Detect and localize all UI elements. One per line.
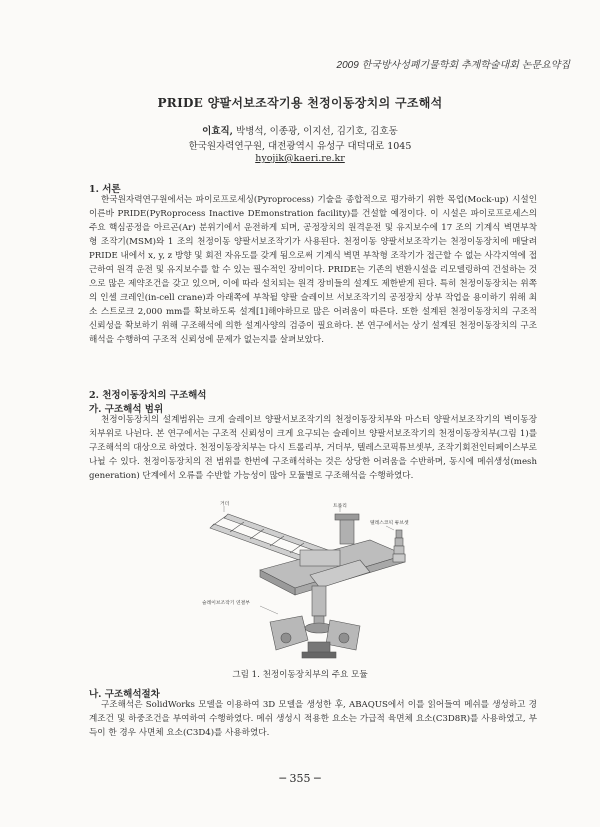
label-interface: 슬레이브조작기 연결부 (202, 601, 250, 606)
intro-paragraph: 한국원자력연구원에서는 파이로프로세싱(Pyroprocess) 기술을 종합적으로 평가하기 위한 목업(Mock-up) 시설인 이른바 PRIDE(PyRoprocess Inactive DEmonstration facility)를 건설할 예정이다. 이 시설은 파이로프로세스의 주요 핵심공정을 아르곤(Ar) 분위기에서 운전하게 되며, 공정장치의 원격운전 및 유지보수에 17 조의 기계식 벽면부착형 조작기(MSM)와 1 조의 천정이동 양팔서보조작기가 사용된다. 천정이동 양팔서보조작기는 천정이동장치에 매달려 PRIDE 내에서 x, y, z 방향 및 회전 자유도를 갖게 됨으로써 기계식 벽면 부착형 조작기가 접근할 수 없는 사각지역에 접근하여 원격 운전 및 유지보수를 할 수 있는 필수적인 장비이다. PRIDE는 기존의 변환시설을 리모델링하여 건설하는 것으로 많은 제약조건을 갖고 있으며, 이에 따라 설치되는 원격 장비들의 설계도 제한받게 된다. 특히 천정이동장치는 위쪽의 인셀 크레인(in-cell crane)과 아래쪽에 부착될 양팔 슬레이브 서보조작기의 공정장치 상부 작업을 용이하기 위해 최소 스트로크 2,000 mm를 확보하도록 설계[1]해야하므로 많은 어려움이 따른다. 또한 설계된 천정이동장치의 구조적 신뢰성을 확보하기 위해 구조해석에 의한 설계사양의 검증이 필요하다. 본 연구에서는 상기 설계된 천정이동장치의 구조해석을 수행하여 구조적 신뢰성에 문제가 없는지를 살펴보았다. (89, 195, 537, 345)
author-list (0, 123, 600, 137)
label-girder: 거더 (220, 502, 230, 507)
label-trolley: 트롤리 (333, 504, 347, 509)
author-email[interactable]: hyojik@kaeri.re.kr (255, 153, 345, 164)
section-heading-structural-analysis: 2. 천정이동장치의 구조해석 (89, 390, 207, 401)
co-authors: 박병석, 이종광, 이지선, 김기호, 김호동 (233, 126, 398, 137)
scope-paragraph: 천정이동장치의 설계범위는 크게 슬레이브 양팔서보조작기의 천정이동장치부와 마스터 양팔서보조작기의 벽이동장치부위로 나뉜다. 본 연구에서는 구조적 신뢰성이 크게 요구되는 슬레이브 양팔서보조작기의 천정이동장치부(그림 1)를 구조해석의 대상으로 하였다. 천정이동장치부는 다시 트롤리부, 거더부, 텔레스코픽튜브셋부, 조작기회전인터페이스부로 나뉠 수 있다. 천정이동장치의 전 범위를 한번에 구조해석하는 것은 상당한 어려움을 수반하며, 동시에 메쉬생성(mesh generation) 단계에서 오류를 수반할 가능성이 많아 모듈별로 구조해석을 수행하였다. (89, 415, 537, 481)
figure-ceiling-transporter (190, 500, 450, 665)
lead-author: 이효직, (202, 126, 233, 137)
trolley-module (260, 514, 405, 595)
page-number: ─ 355 ─ (279, 772, 321, 785)
label-telescopic: 텔레스코픽 튜브셋 (370, 521, 409, 526)
section-heading-intro: 1. 서론 (89, 184, 121, 195)
paper-title: PRIDE 양팔서보조작기용 천정이동장치의 구조해석 (157, 96, 443, 110)
subsection-heading-procedure: 나. 구조해석절차 (89, 689, 160, 700)
affiliation: 한국원자력연구원, 대전광역시 유성구 대덕대로 1045 (188, 141, 412, 152)
running-header: 2009 한국방사성폐기물학회 추계학술대회 논문요약집 (336, 60, 570, 71)
procedure-paragraph: 구조해석은 SolidWorks 모델을 이용하여 3D 모델을 생성한 후, ABAQUS에서 이를 읽어들여 메쉬를 생성하고 경계조건 및 하중조건을 부여하여 수행하였다. 메쉬 생성시 적용한 요소는 가급적 육면체 요소(C3D8R)를 사용하였고, 부득이 한 경우 사면체 요소(C3D4)를 사용하였다. (89, 700, 537, 738)
subsection-heading-scope: 가. 구조해석 범위 (89, 404, 164, 415)
figure-caption: 그림 1. 천정이동장치부의 주요 모듈 (232, 670, 368, 680)
